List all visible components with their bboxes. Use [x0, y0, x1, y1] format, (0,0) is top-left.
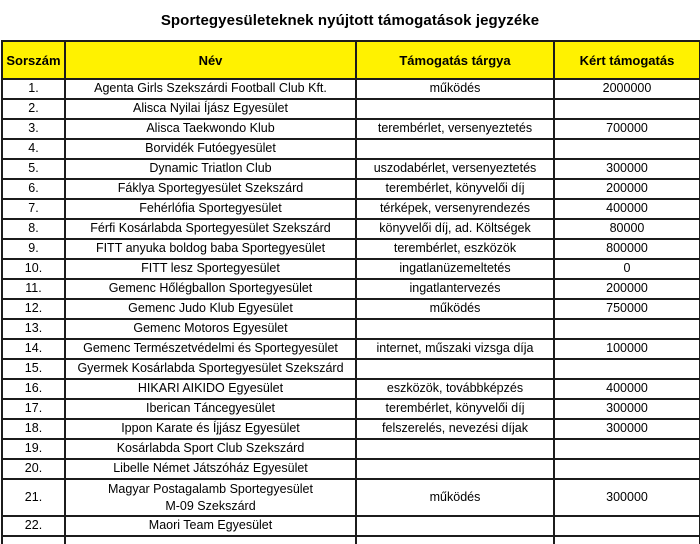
cell-support-subject — [356, 139, 554, 159]
cell-association-name: Gyermek Kosárlabda Sportegyesület Szekszárd — [65, 359, 356, 379]
table-header — [2, 41, 700, 79]
cell-serial-number: 19. — [2, 439, 65, 459]
cell-support-subject: terembérlet, eszközök — [356, 239, 554, 259]
cell-requested-amount — [554, 439, 700, 459]
cell-requested-amount — [554, 319, 700, 339]
cell-association-name: Gemenc Judo Klub Egyesület — [65, 299, 356, 319]
table-row — [2, 339, 700, 359]
cell-association-name: FITT anyuka boldog baba Sportegyesület — [65, 239, 356, 259]
cell-requested-amount — [554, 139, 700, 159]
cell-association-name: HIKARI AIKIDO Egyesület — [65, 379, 356, 399]
cell-support-subject: könyvelői díj, ad. Költségek — [356, 219, 554, 239]
col-header-tamogatas-targya: Támogatás tárgya — [356, 41, 554, 79]
table-row — [2, 439, 700, 459]
cell-association-name: Agenta Girls Szekszárdi Football Club Kft. — [65, 79, 356, 99]
cell-support-subject: ingatlanüzemeltetés — [356, 259, 554, 279]
cell-support-subject: terembérlet, könyvelői díj — [356, 399, 554, 419]
cell-support-subject: ingatlantervezés — [356, 279, 554, 299]
cell-requested-amount: 80000 — [554, 219, 700, 239]
cell-serial-number: 16. — [2, 379, 65, 399]
cell-association-name: Magyar Postagalamb Sportegyesület M-09 Szekszárd — [65, 479, 356, 516]
cell-requested-amount: 0 — [554, 259, 700, 279]
cell-association-name: FITT lesz Sportegyesület — [65, 259, 356, 279]
cell-support-subject: térképek, versenyrendezés — [356, 199, 554, 219]
table-row — [2, 179, 700, 199]
cell-support-subject — [356, 536, 554, 544]
table-row — [2, 516, 700, 536]
cell-support-subject: terembérlet, könyvelői díj — [356, 179, 554, 199]
supports-table — [1, 40, 700, 544]
cell-serial-number: 18. — [2, 419, 65, 439]
cell-serial-number: 7. — [2, 199, 65, 219]
table-row — [2, 119, 700, 139]
cell-requested-amount — [554, 459, 700, 479]
cell-association-name: Maori Team Egyesület — [65, 516, 356, 536]
table-row — [2, 419, 700, 439]
cell-support-subject: eszközök, továbbképzés — [356, 379, 554, 399]
cell-association-name — [65, 536, 356, 544]
table-row — [2, 536, 700, 544]
cell-serial-number: 6. — [2, 179, 65, 199]
cell-serial-number: 22. — [2, 516, 65, 536]
cell-support-subject — [356, 459, 554, 479]
cell-association-name: Dynamic Triatlon Club — [65, 159, 356, 179]
table-row — [2, 219, 700, 239]
cell-association-name: Gemenc Motoros Egyesület — [65, 319, 356, 339]
table-row — [2, 479, 700, 516]
cell-association-name: Gemenc Hőlégballon Sportegyesület — [65, 279, 356, 299]
cell-association-name: Alisca Taekwondo Klub — [65, 119, 356, 139]
table-row — [2, 239, 700, 259]
cell-requested-amount: 300000 — [554, 159, 700, 179]
cell-requested-amount: 300000 — [554, 419, 700, 439]
cell-association-name: Borvidék Futóegyesület — [65, 139, 356, 159]
col-header-nev: Név — [65, 41, 356, 79]
table-body — [2, 79, 700, 544]
cell-requested-amount: 200000 — [554, 279, 700, 299]
cell-serial-number: 11. — [2, 279, 65, 299]
cell-requested-amount — [554, 99, 700, 119]
cell-requested-amount: 700000 — [554, 119, 700, 139]
cell-requested-amount: 2000000 — [554, 79, 700, 99]
cell-serial-number — [2, 536, 65, 544]
table-row — [2, 299, 700, 319]
cell-association-name: Ippon Karate és Íjjász Egyesület — [65, 419, 356, 439]
cell-association-name: Fehérlófia Sportegyesület — [65, 199, 356, 219]
cell-serial-number: 5. — [2, 159, 65, 179]
header-row — [2, 41, 700, 79]
cell-requested-amount: 300000 — [554, 399, 700, 419]
table-row — [2, 79, 700, 99]
cell-support-subject: működés — [356, 79, 554, 99]
table-row — [2, 379, 700, 399]
cell-serial-number: 15. — [2, 359, 65, 379]
cell-association-name: Libelle Német Játszóház Egyesület — [65, 459, 356, 479]
cell-serial-number: 1. — [2, 79, 65, 99]
cell-support-subject — [356, 319, 554, 339]
cell-association-name: Férfi Kosárlabda Sportegyesület Szekszárd — [65, 219, 356, 239]
cell-serial-number: 4. — [2, 139, 65, 159]
table-row — [2, 259, 700, 279]
table-row — [2, 199, 700, 219]
cell-requested-amount: 800000 — [554, 239, 700, 259]
cell-support-subject — [356, 439, 554, 459]
cell-support-subject — [356, 516, 554, 536]
cell-requested-amount: 200000 — [554, 179, 700, 199]
cell-serial-number: 10. — [2, 259, 65, 279]
table-row — [2, 159, 700, 179]
cell-serial-number: 20. — [2, 459, 65, 479]
cell-support-subject: működés — [356, 299, 554, 319]
cell-requested-amount: 400000 — [554, 379, 700, 399]
table-row — [2, 459, 700, 479]
table-row — [2, 319, 700, 339]
cell-requested-amount: 300000 — [554, 479, 700, 516]
cell-serial-number: 12. — [2, 299, 65, 319]
cell-serial-number: 14. — [2, 339, 65, 359]
cell-association-name: Iberican Táncegyesület — [65, 399, 356, 419]
cell-support-subject: felszerelés, nevezési díjak — [356, 419, 554, 439]
cell-serial-number: 17. — [2, 399, 65, 419]
table-row — [2, 359, 700, 379]
cell-serial-number: 8. — [2, 219, 65, 239]
cell-support-subject: terembérlet, versenyeztetés — [356, 119, 554, 139]
cell-serial-number: 13. — [2, 319, 65, 339]
cell-serial-number: 9. — [2, 239, 65, 259]
col-header-sorszam: Sorszám — [2, 41, 65, 79]
cell-serial-number: 21. — [2, 479, 65, 516]
table-row — [2, 99, 700, 119]
cell-requested-amount: 400000 — [554, 199, 700, 219]
cell-association-name: Gemenc Természetvédelmi és Sportegyesület — [65, 339, 356, 359]
cell-requested-amount — [554, 516, 700, 536]
cell-support-subject — [356, 359, 554, 379]
cell-requested-amount: 750000 — [554, 299, 700, 319]
cell-serial-number: 3. — [2, 119, 65, 139]
cell-association-name: Alisca Nyilai Íjász Egyesület — [65, 99, 356, 119]
cell-requested-amount: 100000 — [554, 339, 700, 359]
cell-serial-number: 2. — [2, 99, 65, 119]
cell-support-subject: internet, műszaki vizsga díja — [356, 339, 554, 359]
cell-association-name: Kosárlabda Sport Club Szekszárd — [65, 439, 356, 459]
page-title: Sportegyesületeknek nyújtott támogatások jegyzéke — [160, 11, 540, 29]
cell-requested-amount — [554, 536, 700, 544]
cell-association-name: Fáklya Sportegyesület Szekszárd — [65, 179, 356, 199]
table-row — [2, 139, 700, 159]
cell-support-subject: uszodabérlet, versenyeztetés — [356, 159, 554, 179]
table-row — [2, 279, 700, 299]
cell-support-subject: működés — [356, 479, 554, 516]
table-row — [2, 399, 700, 419]
col-header-kert-tamogatas: Kért támogatás — [554, 41, 700, 79]
cell-requested-amount — [554, 359, 700, 379]
cell-support-subject — [356, 99, 554, 119]
